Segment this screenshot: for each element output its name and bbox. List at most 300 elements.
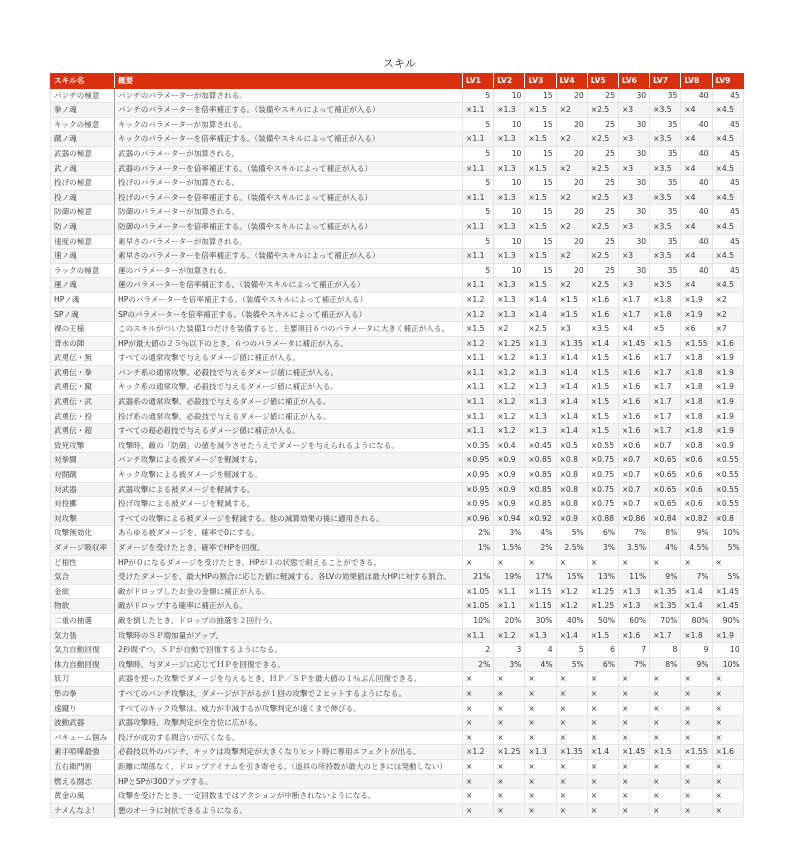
lv7-value-cell: 35 [650,146,681,161]
lv6-value-cell: ×3 [618,249,649,264]
page-title: スキル [383,57,416,70]
lv2-value-cell: 10 [494,88,525,103]
skill-table [50,73,744,818]
lv9-value-cell: × [712,803,743,818]
table-row [51,278,744,293]
lv6-value-cell: 11% [618,570,649,585]
lv5-value-cell: ×1.5 [587,365,618,380]
lv7-value-cell: ×3.5 [650,161,681,176]
lv9-value-cell: × [712,686,743,701]
lv7-value-cell: ×5 [650,322,681,337]
lv2-value-cell: ×1.3 [494,132,525,147]
lv1-value-cell: ×1.2 [463,307,494,322]
lv2-value-cell: × [494,701,525,716]
table-row [51,263,744,278]
lv1-value-cell: ×1.1 [463,132,494,147]
lv4-value-cell: ×0.8 [556,468,587,483]
lv4-value-cell: × [556,774,587,789]
skill-summary-cell: HPが最大値の２５％以下のとき、６つのパラメータに補正が入る。 [115,336,463,351]
lv4-value-cell: ×1.2 [556,599,587,614]
lv7-value-cell: 70% [650,613,681,628]
table-row [51,482,744,497]
table-row [51,701,744,716]
skill-name-cell: 運ノ魂 [51,278,115,293]
lv9-value-cell: 45 [712,146,743,161]
skill-name-cell: 遠蹴り [51,701,115,716]
skill-summary-cell: キック攻撃による被ダメージを軽減する。 [115,468,463,483]
lv2-value-cell: ×1.3 [494,278,525,293]
lv3-value-cell: ×1.5 [525,278,556,293]
lv9-value-cell: × [712,774,743,789]
lv4-value-cell: ×2 [556,132,587,147]
table-row [51,686,744,701]
lv7-value-cell: × [650,701,681,716]
lv3-value-cell: ×0.92 [525,511,556,526]
lv3-value-cell: ×0.85 [525,453,556,468]
lv3-value-cell: ×0.85 [525,468,556,483]
lv2-value-cell: ×1.2 [494,351,525,366]
lv6-value-cell: ×0.7 [618,497,649,512]
skill-summary-cell: 攻撃時のＳＰ増加量がアップ。 [115,628,463,643]
lv3-value-cell: 4% [525,526,556,541]
lv3-value-cell: 4% [525,657,556,672]
lv3-value-cell: 2% [525,541,556,556]
lv4-value-cell: 5 [556,643,587,658]
lv4-value-cell: 20 [556,117,587,132]
lv7-value-cell: ×3.5 [650,249,681,264]
lv7-value-cell: ×1.8 [650,292,681,307]
lv8-value-cell: × [681,803,712,818]
lv6-value-cell: × [618,774,649,789]
lv9-value-cell: ×4.5 [712,161,743,176]
lv1-value-cell: × [463,686,494,701]
skill-summary-cell: すべての通常攻撃で与えるダメージ値に補正が入る。 [115,351,463,366]
lv9-value-cell: ×1.45 [712,584,743,599]
skill-summary-cell: キックのパラメーターを倍率補正する。（装備やスキルによって補正が入る） [115,132,463,147]
lv2-value-cell: 10 [494,205,525,220]
lv8-value-cell: × [681,672,712,687]
table-row [51,555,744,570]
lv7-value-cell: ×1.5 [650,745,681,760]
skill-name-cell: 速ノ魂 [51,249,115,264]
lv9-value-cell: ×4.5 [712,249,743,264]
lv1-value-cell: ×1.1 [463,249,494,264]
skill-summary-cell: 武器のパラメーターが加算される。 [115,146,463,161]
skill-summary-cell: 敵がドロップする確率に補正が入る。 [115,599,463,614]
lv9-value-cell: × [712,789,743,804]
lv8-value-cell: 9% [681,526,712,541]
lv8-value-cell: ×1.8 [681,380,712,395]
lv8-value-cell: × [681,730,712,745]
skill-summary-cell: 武器を使った攻撃でダメージを与えるとき、ＨＰ／ＳＰを最大値の１％ぶん回復できる。 [115,672,463,687]
lv5-value-cell: ×3.5 [587,322,618,337]
skill-summary-cell: SPのパラメーターを倍率補正する。（装備やスキルによって補正が入る） [115,307,463,322]
lv7-value-cell: ×3.5 [650,219,681,234]
lv6-value-cell: ×0.6 [618,438,649,453]
table-row [51,336,744,351]
skill-summary-cell: 投げ攻撃による被ダメージを軽減する。 [115,497,463,512]
lv3-value-cell: ×1.3 [525,380,556,395]
table-row [51,716,744,731]
skill-name-cell: 武勇伝・蹴 [51,380,115,395]
lv3-value-cell: 15 [525,176,556,191]
lv7-value-cell: 8 [650,643,681,658]
table-row [51,774,744,789]
lv1-value-cell: × [463,803,494,818]
skill-summary-cell: 2秒間ずつ、ＳＰが自動で回復するようになる。 [115,643,463,658]
lv4-value-cell: × [556,759,587,774]
lv1-value-cell: 10% [463,613,494,628]
lv8-value-cell: 9% [681,657,712,672]
lv3-value-cell: ×1.15 [525,584,556,599]
table-row [51,613,744,628]
lv3-value-cell: × [525,774,556,789]
lv8-value-cell: 40 [681,117,712,132]
lv7-value-cell: ×1.5 [650,336,681,351]
lv3-value-cell: ×1.3 [525,336,556,351]
lv3-value-cell: ×1.4 [525,292,556,307]
lv3-value-cell: × [525,716,556,731]
skill-name-cell: 武器の極意 [51,146,115,161]
lv5-value-cell: 25 [587,88,618,103]
skill-name-cell: 武ノ魂 [51,161,115,176]
lv3-value-cell: × [525,730,556,745]
lv7-value-cell: ×1.7 [650,380,681,395]
lv8-value-cell: ×1.9 [681,292,712,307]
lv5-value-cell: × [587,716,618,731]
lv3-value-cell: ×1.15 [525,599,556,614]
lv1-value-cell: ×1.1 [463,103,494,118]
lv8-value-cell: ×1.8 [681,628,712,643]
lv4-value-cell: ×2 [556,249,587,264]
lv4-value-cell: × [556,803,587,818]
lv1-value-cell: ×1.1 [463,409,494,424]
lv3-value-cell: 15 [525,263,556,278]
table-row [51,511,744,526]
lv1-value-cell: ×1.1 [463,219,494,234]
lv2-value-cell: ×1.25 [494,745,525,760]
lv7-value-cell: ×1.35 [650,584,681,599]
table-row [51,103,744,118]
lv6-value-cell: ×1.6 [618,628,649,643]
skill-name-cell: 対闘蹴 [51,468,115,483]
table-row [51,526,744,541]
lv6-value-cell: 7% [618,657,649,672]
lv2-value-cell: ×1.3 [494,292,525,307]
skill-name-cell: キックの極意 [51,117,115,132]
table-row [51,759,744,774]
lv7-value-cell: ×1.8 [650,307,681,322]
lv9-value-cell: 5% [712,570,743,585]
lv9-value-cell: ×4.5 [712,278,743,293]
lv1-value-cell: 1% [463,541,494,556]
lv4-value-cell: ×0.8 [556,497,587,512]
table-row [51,570,744,585]
lv4-value-cell: 40% [556,613,587,628]
lv1-value-cell: ×0.95 [463,468,494,483]
table-body [51,88,744,818]
lv6-value-cell: ×3 [618,132,649,147]
skill-name-cell: 黄金の風 [51,789,115,804]
lv7-value-cell: × [650,730,681,745]
lv1-value-cell: ×1.1 [463,365,494,380]
skill-name-cell: 投ノ魂 [51,190,115,205]
lv9-value-cell: ×2 [712,292,743,307]
lv1-value-cell: ×1.1 [463,424,494,439]
lv4-value-cell: ×1.35 [556,745,587,760]
lv7-value-cell: ×0.65 [650,453,681,468]
skill-summary-cell: すべての攻撃による被ダメージを軽減する。他の減算効果の後に適用される。 [115,511,463,526]
table-row [51,176,744,191]
lv5-value-cell: × [587,789,618,804]
lv1-value-cell: 2% [463,526,494,541]
lv6-value-cell: 60% [618,613,649,628]
lv7-value-cell: × [650,803,681,818]
lv1-value-cell: × [463,730,494,745]
lv7-value-cell: ×3.5 [650,103,681,118]
skill-name-cell: 武勇伝・投 [51,409,115,424]
column-header-lv9: LV9 [712,74,743,89]
skill-name-cell: 対投擲 [51,497,115,512]
table-row [51,789,744,804]
lv6-value-cell: ×1.7 [618,292,649,307]
skill-name-cell: 武勇伝・超 [51,424,115,439]
lv5-value-cell: × [587,774,618,789]
lv4-value-cell: 20 [556,176,587,191]
lv7-value-cell: × [650,686,681,701]
lv2-value-cell: × [494,672,525,687]
lv1-value-cell: 2% [463,657,494,672]
lv8-value-cell: ×0.6 [681,482,712,497]
table-row [51,351,744,366]
lv1-value-cell: ×1.2 [463,292,494,307]
column-header-lv3: LV3 [525,74,556,89]
lv6-value-cell: 30 [618,234,649,249]
skill-summary-cell: あらゆる被ダメージを、確率で0にする。 [115,526,463,541]
lv6-value-cell: ×3 [618,190,649,205]
lv5-value-cell: × [587,672,618,687]
lv2-value-cell: ×0.4 [494,438,525,453]
lv8-value-cell: × [681,716,712,731]
lv7-value-cell: ×1.7 [650,628,681,643]
lv5-value-cell: × [587,701,618,716]
skill-name-cell: 妖刀 [51,672,115,687]
table-row [51,657,744,672]
lv4-value-cell: 20 [556,205,587,220]
lv5-value-cell: ×0.75 [587,468,618,483]
skill-summary-cell: すべてのキック攻撃は、威力が半減するが攻撃判定が遠くまで伸びる。 [115,701,463,716]
lv4-value-cell: × [556,672,587,687]
lv4-value-cell: 5% [556,526,587,541]
skill-summary-cell: HPが０になるダメージを受けたとき、HPが１の状態で耐えることができる。 [115,555,463,570]
lv5-value-cell: 25 [587,205,618,220]
lv3-value-cell: ×1.3 [525,395,556,410]
lv7-value-cell: × [650,555,681,570]
lv5-value-cell: 25 [587,263,618,278]
lv7-value-cell: × [650,789,681,804]
lv1-value-cell: 5 [463,146,494,161]
lv5-value-cell: 25 [587,176,618,191]
lv3-value-cell: × [525,701,556,716]
lv8-value-cell: ×4 [681,161,712,176]
lv5-value-cell: 6 [587,643,618,658]
lv8-value-cell: ×1.8 [681,424,712,439]
lv2-value-cell: ×1.3 [494,307,525,322]
lv5-value-cell: ×0.55 [587,438,618,453]
lv6-value-cell: ×0.7 [618,468,649,483]
table-row [51,365,744,380]
skill-name-cell: 防ノ魂 [51,219,115,234]
skill-name-cell: HPノ魂 [51,292,115,307]
lv1-value-cell: 5 [463,205,494,220]
lv9-value-cell: × [712,701,743,716]
lv5-value-cell: × [587,686,618,701]
table-row [51,190,744,205]
lv3-value-cell: ×1.5 [525,132,556,147]
lv8-value-cell: ×6 [681,322,712,337]
skill-summary-cell: パンチのパラメーターが加算される。 [115,88,463,103]
lv6-value-cell: ×1.6 [618,351,649,366]
lv4-value-cell: ×1.4 [556,409,587,424]
lv4-value-cell: ×1.2 [556,584,587,599]
lv4-value-cell: 20 [556,263,587,278]
skill-summary-cell: すべてのパンチ攻撃は、ダメージが下がるが１回の攻撃で２ヒットするようになる。 [115,686,463,701]
lv2-value-cell: 3 [494,643,525,658]
lv9-value-cell: 5% [712,541,743,556]
lv2-value-cell: ×1.2 [494,395,525,410]
lv1-value-cell: ×1.2 [463,336,494,351]
skill-summary-cell: 武器のパラメーターを倍率補正する。（装備やスキルによって補正が入る） [115,161,463,176]
lv8-value-cell: 7% [681,570,712,585]
lv8-value-cell: ×4 [681,219,712,234]
lv1-value-cell: 5 [463,117,494,132]
skill-summary-cell: パンチ攻撃による被ダメージを軽減する。 [115,453,463,468]
lv4-value-cell: ×2 [556,103,587,118]
lv2-value-cell: ×1.2 [494,365,525,380]
skill-name-cell: 気力自動回復 [51,643,115,658]
lv3-value-cell: 15 [525,234,556,249]
lv8-value-cell: 4.5% [681,541,712,556]
lv5-value-cell: ×2.5 [587,161,618,176]
lv3-value-cell: 30% [525,613,556,628]
lv4-value-cell: × [556,789,587,804]
skill-summary-cell: 投げが成功する間合いが広くなる。 [115,730,463,745]
lv9-value-cell: ×1.6 [712,336,743,351]
lv4-value-cell: × [556,716,587,731]
lv3-value-cell: ×1.3 [525,424,556,439]
skill-name-cell: 拳ノ魂 [51,103,115,118]
lv5-value-cell: ×1.5 [587,380,618,395]
lv2-value-cell: × [494,555,525,570]
lv7-value-cell: ×0.65 [650,468,681,483]
lv2-value-cell: 10 [494,176,525,191]
lv5-value-cell: ×0.88 [587,511,618,526]
skill-name-cell: パンチの極意 [51,88,115,103]
lv2-value-cell: × [494,730,525,745]
lv6-value-cell: 30 [618,205,649,220]
lv5-value-cell: ×2.5 [587,249,618,264]
lv3-value-cell: ×1.5 [525,219,556,234]
lv5-value-cell: ×0.75 [587,497,618,512]
lv9-value-cell: × [712,716,743,731]
lv8-value-cell: ×0.8 [681,438,712,453]
lv7-value-cell: ×0.65 [650,497,681,512]
skill-name-cell: 武勇伝・武 [51,395,115,410]
lv3-value-cell: ×1.5 [525,161,556,176]
lv8-value-cell: × [681,686,712,701]
lv7-value-cell: 35 [650,88,681,103]
table-row [51,730,744,745]
lv8-value-cell: × [681,789,712,804]
lv4-value-cell: ×0.8 [556,453,587,468]
lv8-value-cell: ×4 [681,249,712,264]
lv9-value-cell: ×7 [712,322,743,337]
lv1-value-cell: ×0.35 [463,438,494,453]
lv4-value-cell: × [556,730,587,745]
lv4-value-cell: ×2 [556,161,587,176]
lv1-value-cell: 2 [463,643,494,658]
lv8-value-cell: ×0.6 [681,453,712,468]
lv3-value-cell: ×1.5 [525,190,556,205]
lv2-value-cell: ×1.3 [494,161,525,176]
lv3-value-cell: 15 [525,117,556,132]
lv2-value-cell: × [494,686,525,701]
lv8-value-cell: ×1.8 [681,365,712,380]
lv7-value-cell: × [650,774,681,789]
skill-name-cell: 防御の極意 [51,205,115,220]
lv6-value-cell: × [618,803,649,818]
skill-name-cell: 対武器 [51,482,115,497]
lv9-value-cell: ×1.45 [712,599,743,614]
lv6-value-cell: 30 [618,176,649,191]
lv2-value-cell: ×0.94 [494,511,525,526]
lv4-value-cell: 20 [556,146,587,161]
lv3-value-cell: ×1.3 [525,745,556,760]
lv2-value-cell: × [494,716,525,731]
lv2-value-cell: × [494,759,525,774]
lv8-value-cell: 40 [681,88,712,103]
table-row [51,584,744,599]
lv7-value-cell: 9% [650,570,681,585]
skill-name-cell: 対拳闘 [51,453,115,468]
column-header-lv2: LV2 [494,74,525,89]
lv8-value-cell: ×1.8 [681,395,712,410]
table-row [51,643,744,658]
lv2-value-cell: ×1.1 [494,584,525,599]
lv1-value-cell: ×1.2 [463,745,494,760]
lv9-value-cell: ×0.8 [712,511,743,526]
lv6-value-cell: ×0.7 [618,482,649,497]
skill-summary-cell: すべての超必殺技で与えるダメージ値に補正が入る。 [115,424,463,439]
skill-summary-cell: パンチのパラメーターを倍率補正する。（装備やスキルによって補正が入る） [115,103,463,118]
lv2-value-cell: 10 [494,263,525,278]
lv4-value-cell: 2.5% [556,541,587,556]
lv8-value-cell: × [681,555,712,570]
lv8-value-cell: × [681,701,712,716]
skill-name-cell: 波動武器 [51,716,115,731]
lv4-value-cell: 20 [556,234,587,249]
lv7-value-cell: 8% [650,657,681,672]
lv9-value-cell: ×2 [712,307,743,322]
lv6-value-cell: ×1.6 [618,424,649,439]
lv9-value-cell: 10% [712,657,743,672]
lv2-value-cell: ×1.2 [494,380,525,395]
lv1-value-cell: × [463,672,494,687]
lv1-value-cell: ×1.1 [463,351,494,366]
lv1-value-cell: ×0.96 [463,511,494,526]
table-row [51,803,744,818]
lv4-value-cell: ×1.4 [556,380,587,395]
